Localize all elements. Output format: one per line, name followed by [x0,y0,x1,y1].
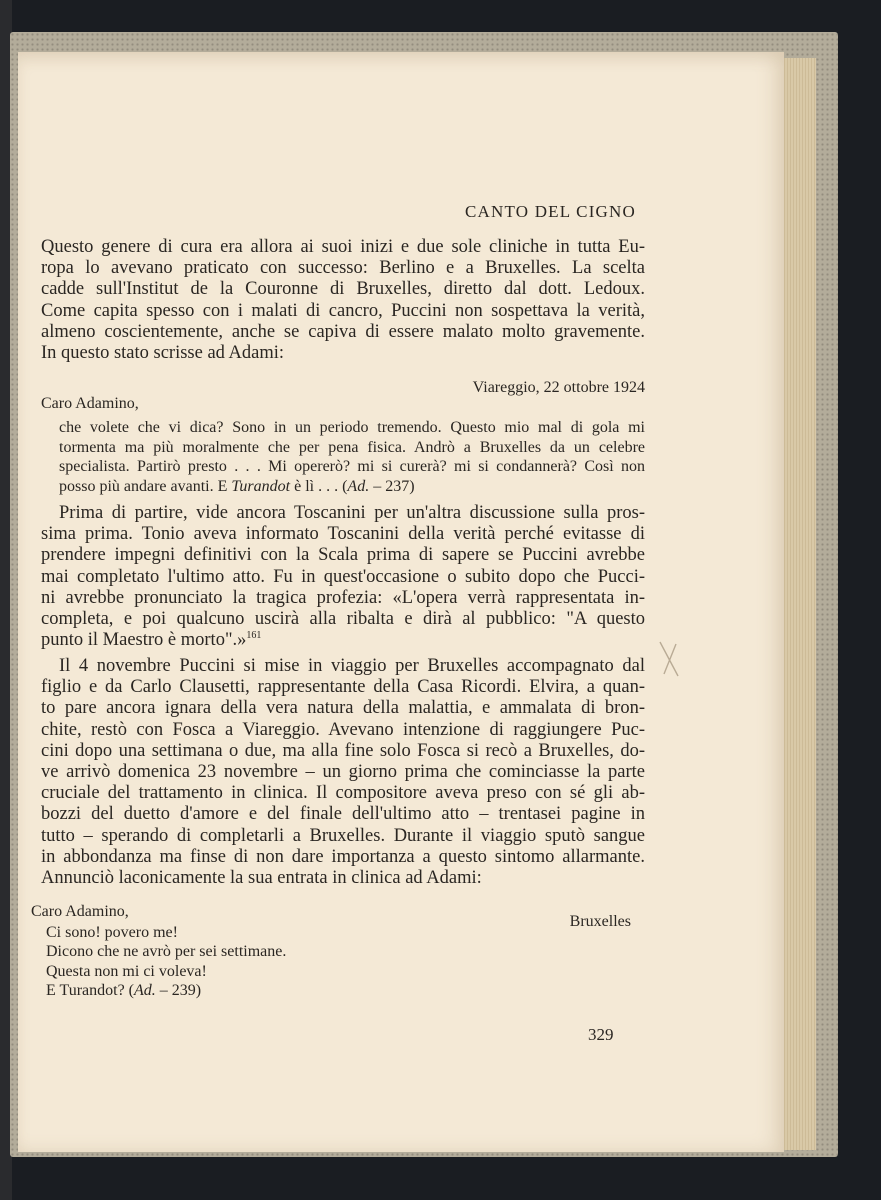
letter-2 [31,902,645,1001]
letter-line: posso più andare avanti. E Turandot è lì . . . (Ad. – 237) [59,477,415,495]
letter-line: Questa non mi ci voleva! [46,962,207,980]
letter-line: Ci sono! povero me! [46,923,178,941]
text-line: to pare ancora ignara della vera natura della malattia, e ammalata di bron- [41,698,645,719]
letter-line: tormenta ma più moralmente che per pena fisica. Andrò a Bruxelles da un celebre [59,438,645,456]
text-line: in abbondanza ma finse di non dare importanza a questo sintomo allarmante. [41,846,645,867]
text-line: chite, restò con Fosca a Viareggio. Avevano intenzione di raggiungere Puc- [41,719,645,740]
letter-date: Viareggio, 22 ottobre 1924 [472,379,645,396]
paragraph-1 [41,237,645,364]
footnote-ref: 161 [246,630,262,642]
text-line: figlio e da Carlo Clausetti, rappresentante della Casa Ricordi. Elvira, a quan- [41,677,645,698]
text-line: cadde sull'Institut de la Couronne di Bruxelles, diretto dal dott. Ledoux. [41,279,645,300]
text-line: bozzi del duetto d'amore e del finale dell'ultimo atto – trentasei pagine in [41,804,645,825]
letter-salutation: Caro Adamino, [41,394,139,412]
text-line: In questo stato scrisse ad Adami: [41,343,285,364]
text-line: ve arrivò domenica 23 novembre – un giorno prima che cominciasse la parte [41,762,645,783]
letter-salutation: Caro Adamino, [31,903,129,920]
book-page [18,52,784,1152]
letter-place: Bruxelles [569,913,631,930]
page-number: 329 [588,1025,614,1044]
letter-line: Dicono che ne avrò per sei settimane. [46,943,287,960]
text-line: Prima di partire, vide ancora Toscanini per un'altra discussione sulla pros- [59,503,645,523]
letter-line: specialista. Partirò presto . . . Mi opererò? mi si curerà? mi si condannerà? Così non [59,458,645,475]
text-line: prendere impegni definitivi con la Scala prima di sapere se Puccini avrebbe [41,545,645,566]
text-line: almeno coscientemente, anche se capiva di essere malato molto gravemente. [41,321,645,342]
pencil-mark [656,640,686,680]
letter-1 [41,378,645,496]
text-line: Come capita spesso con i malati di cancro, Puccini non sospettava la verità, [41,300,645,321]
text-line: Questo genere di cura era allora ai suoi inizi e due sole cliniche in tutta Eu- [41,237,645,257]
paragraph-2 [41,503,645,651]
text-line: ni avrebbe pronunciato la tragica profezia: «L'opera verrà rappresentata in- [41,587,645,608]
text-line: mai completato l'ultimo atto. Fu in quest'occasione o subito dopo che Pucci- [41,566,645,587]
text-line: Annunciò laconicamente la sua entrata in clinica ad Adami: [41,868,482,889]
text-line: completa, e poi qualcuno uscirà alla ribalta e dirà al pubblico: "A questo [41,609,645,630]
text-line: Il 4 novembre Puccini si mise in viaggio per Bruxelles accompagnato dal [59,656,645,676]
text-line: cruciale del trattamento in clinica. Il compositore aveva preso con sé gli ab- [41,783,645,804]
running-head: CANTO DEL CIGNO [465,202,636,221]
letter-line: E Turandot? (Ad. – 239) [46,982,202,999]
text-line: ropa lo avevano praticato con successo: Berlino e a Bruxelles. La scelta [41,258,645,279]
paragraph-3 [41,656,645,889]
letter-line: che volete che vi dica? Sono in un periodo tremendo. Questo mio mal di gola mi [59,419,645,436]
text-line: cini dopo una settimana o due, ma alla fine solo Fosca si recò a Bruxelles, do- [41,740,645,761]
text-line: punto il Maestro è morto".»$^{161}$ [41,630,262,651]
text-line: tutto – sperando di completarli a Bruxelles. Durante il viaggio sputò sangue [41,825,645,846]
text-line: sima prima. Tonio aveva informato Toscanini della verità perché evitasse di [41,524,645,545]
